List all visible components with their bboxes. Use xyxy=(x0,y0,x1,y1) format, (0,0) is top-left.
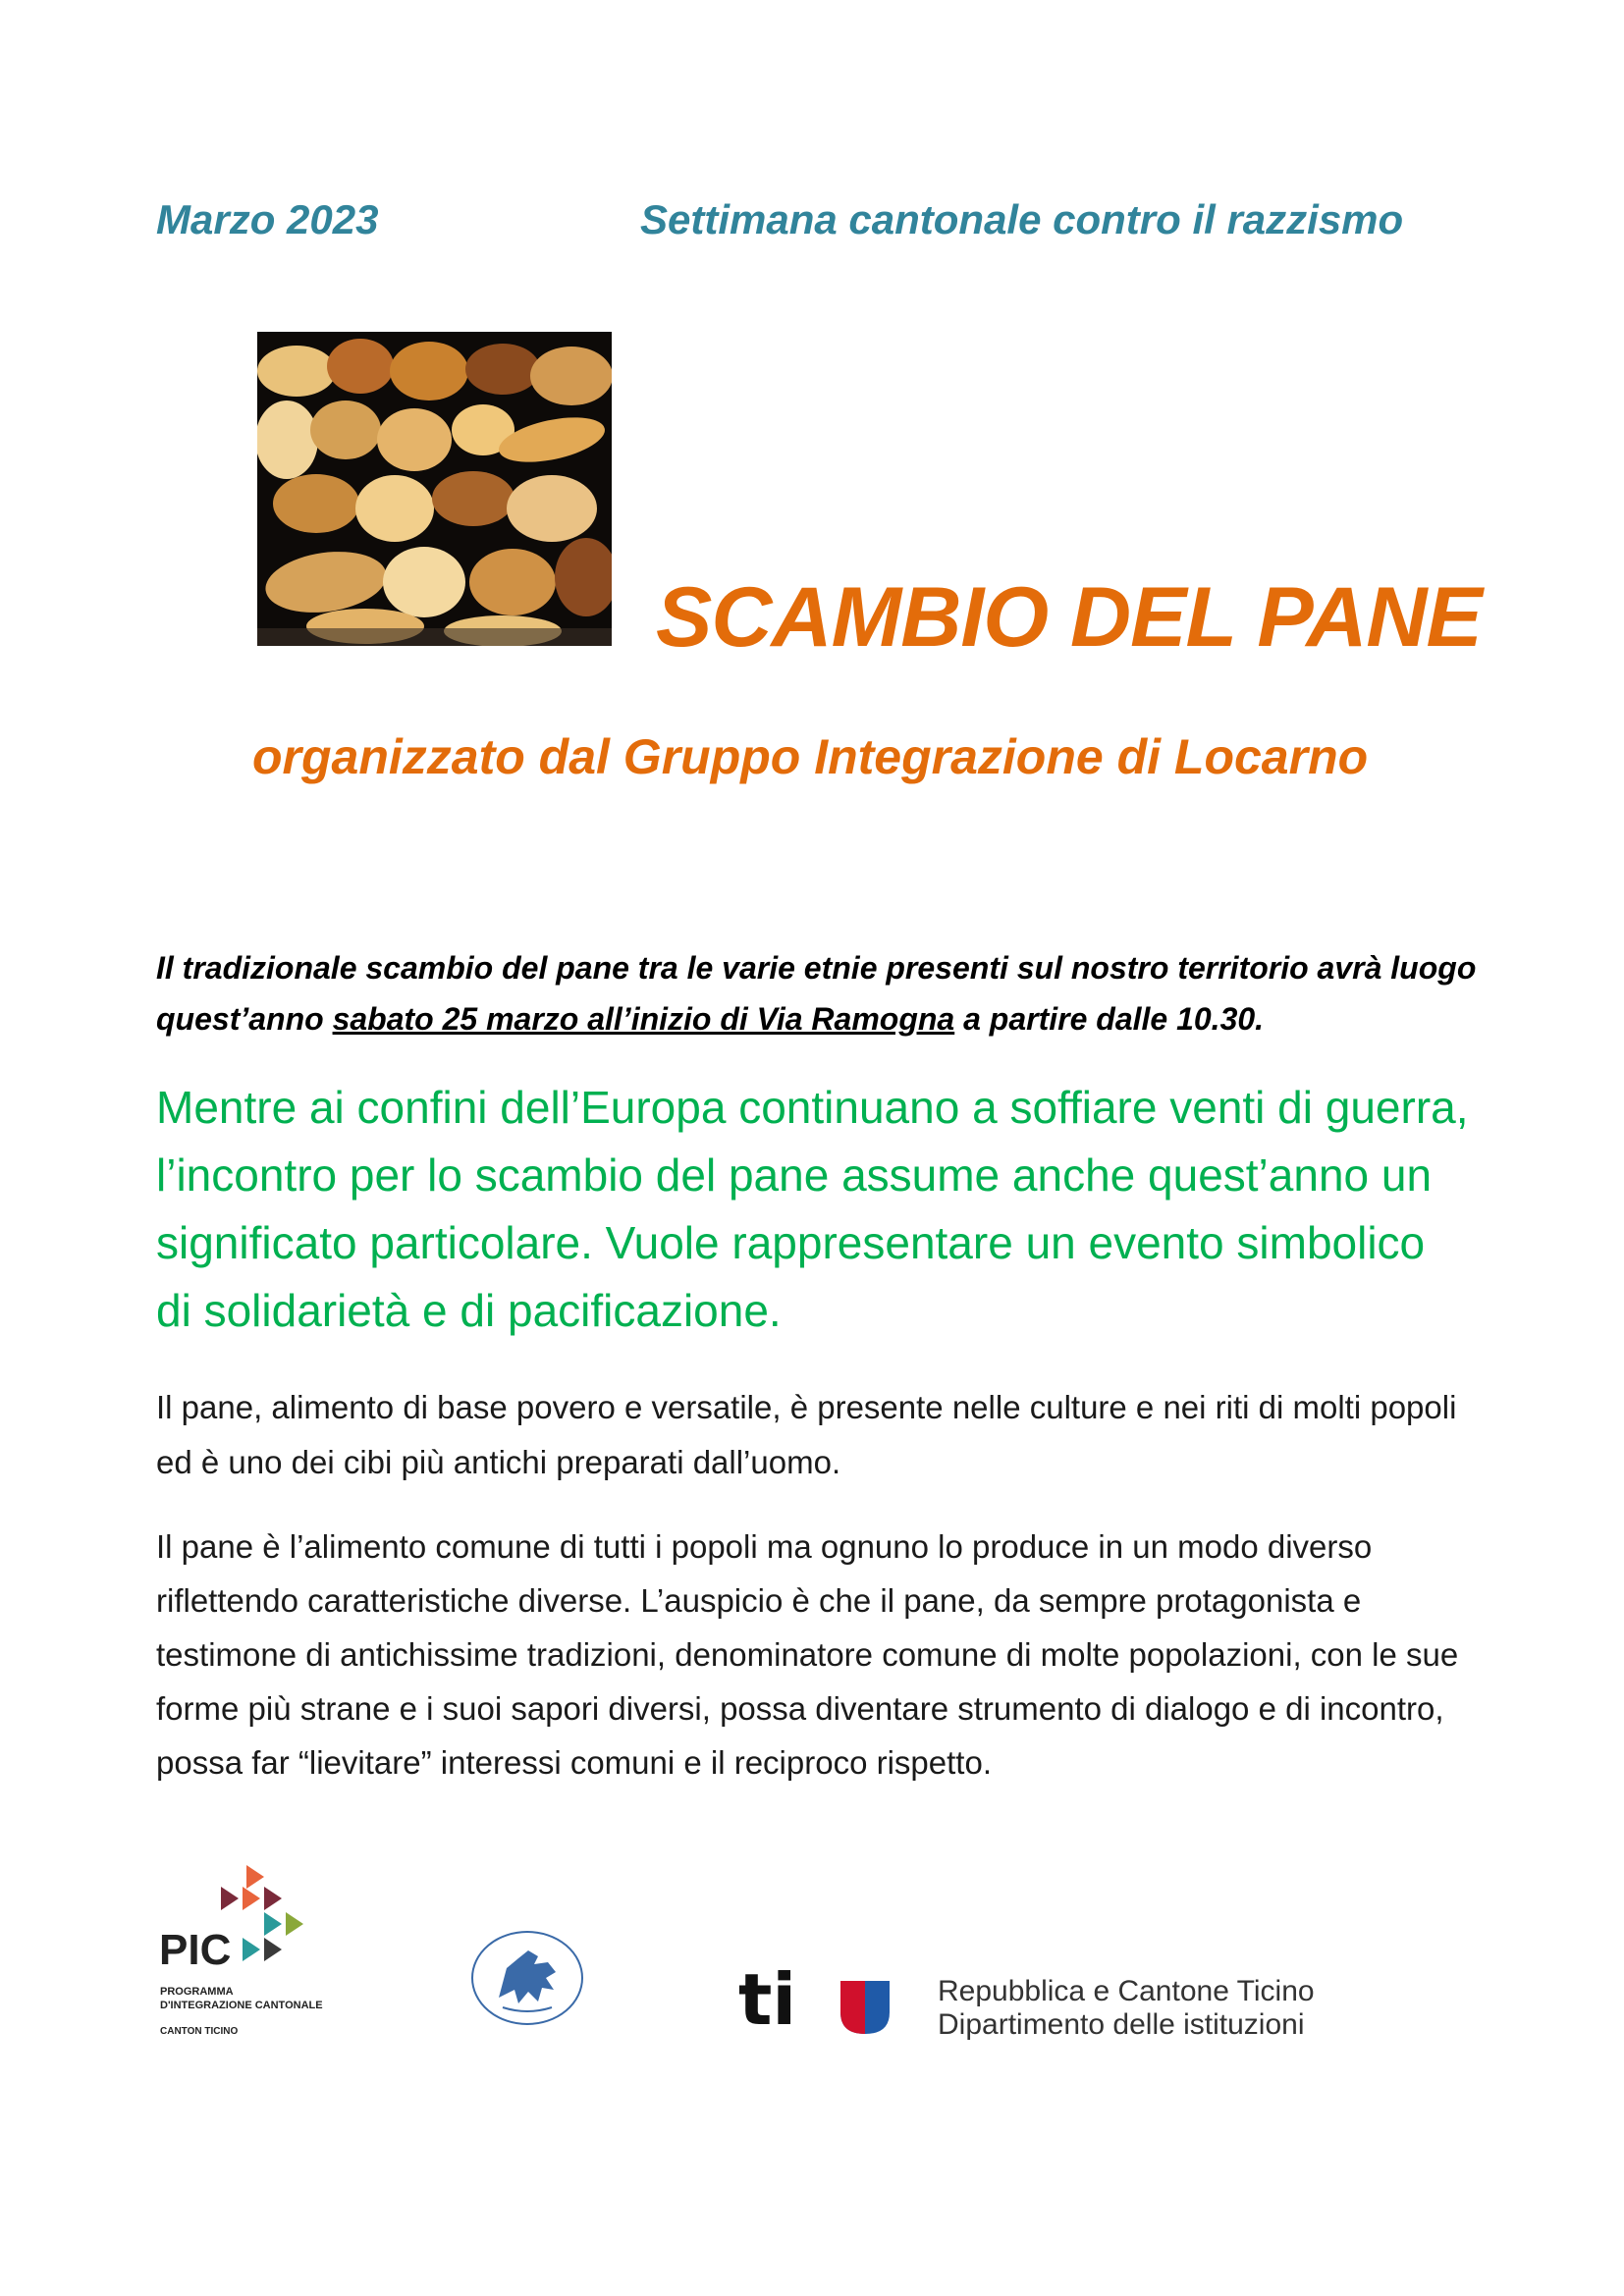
pic-subtitle: PROGRAMMA D'INTEGRAZIONE CANTONALE xyxy=(160,1986,323,2011)
highlight-paragraph: Mentre ai confini dell’Europa continuano a soffiare venti di guerra, l’incontro per lo scambio del pane assume anche quest’anno un significato particolare. Vuole rappresentare un evento simbolico di solidarietà e di pacificazione. xyxy=(156,1082,1469,1336)
page-subtitle: organizzato dal Gruppo Integrazione di Locarno xyxy=(252,729,1369,784)
intro-text-1: Il tradizionale scambio del pane tra le varie etnie presenti sul nostro territorio avrà luogo quest’anno xyxy=(156,950,1477,1037)
department-name: Dipartimento delle istituzioni xyxy=(938,2008,1305,2041)
body-paragraph-2: Il pane è l’alimento comune di tutti i popoli ma ognuno lo produce in un modo diverso riflettendo caratteristiche diverse. L’auspicio è che il pane, da sempre protagonista e testimone di antichissime tradizioni, denominatore comune di molte popolazioni, con le sue forme più strane e i suoi sapori diversi, possa diventare strumento di dialogo e di incontro, possa far “lievitare” interessi comuni e il reciproco rispetto. xyxy=(156,1528,1459,1781)
ticino-logo-icon xyxy=(738,1961,895,2038)
pic-canton-label: CANTON TICINO xyxy=(160,2026,239,2037)
canton-name: Repubblica e Cantone Ticino xyxy=(938,1975,1315,2007)
lion-emblem-icon xyxy=(469,1929,585,2027)
pic-wordmark: PIC xyxy=(159,1926,232,1974)
intro-date-place: sabato 25 marzo all’inizio di Via Ramogna xyxy=(332,1001,955,1037)
svg-text:ti: ti xyxy=(738,1961,797,2038)
date-label: Marzo 2023 xyxy=(156,196,379,242)
intro-text-2: a partire dalle 10.30. xyxy=(954,1001,1265,1037)
body-paragraph-1: Il pane, alimento di base povero e versatile, è presente nelle culture e nei riti di molti popoli ed è uno dei cibi più antichi preparati dall’uomo. xyxy=(156,1389,1457,1480)
canton-department-text xyxy=(938,1975,1315,2042)
page-title: SCAMBIO DEL PANE xyxy=(656,570,1482,665)
bread-photo xyxy=(257,332,612,646)
event-label: Settimana cantonale contro il razzismo xyxy=(640,196,1404,242)
intro-paragraph xyxy=(156,942,1491,1044)
